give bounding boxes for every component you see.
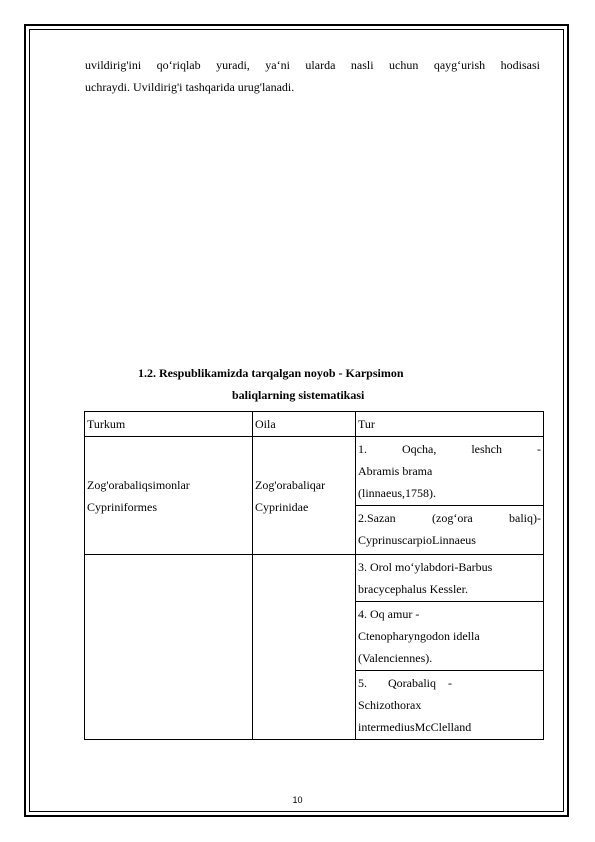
species-4-line-1: 4. Oq amur - (358, 607, 420, 621)
species-3-line-1: 3. Orol mo‘ylabdori-Barbus (358, 560, 493, 574)
species-5-line-1: 5. Qorabaliq - (358, 676, 452, 690)
species-cell-1 (356, 437, 544, 506)
species-1-line-2: Abramis brama (358, 464, 433, 478)
family-name: Zog'orabaliqar (255, 477, 326, 492)
empty-order-cell (85, 555, 253, 740)
family-latin: Cyprinidae (255, 499, 309, 514)
species-5-line-2: Schizothorax (358, 698, 422, 712)
intro-line-2: uchraydi. Uvildirig'i tashqarida urug'lanadi. (85, 80, 295, 94)
species-1-line-3: (linnaeus,1758). (358, 486, 436, 500)
empty-family-cell (253, 555, 356, 740)
intro-line-1: uvildirig'ini qo‘riqlab yuradi, ya‘ni ularda nasli uchun qayg‘urish hodisasi (85, 58, 540, 72)
species-cell-4 (356, 602, 544, 671)
species-1-line-1: 1. Oqcha, leshch - (358, 442, 541, 456)
order-name: Zog'orabaliqsimonlar (87, 477, 190, 492)
header-species: Tur (356, 412, 544, 437)
systematics-table (84, 411, 544, 740)
species-3-line-2: bracycephalus Kessler. (358, 582, 468, 596)
page-number: 10 (292, 795, 303, 805)
table-row (85, 437, 544, 506)
species-2-line-1: 2.Sazan (zog‘ora baliq)- (358, 511, 541, 525)
species-cell-3 (356, 555, 544, 602)
table-header-row (85, 412, 544, 437)
order-cell (85, 437, 253, 555)
section-title-line-2: baliqlarning sistematikasi (232, 388, 365, 402)
species-4-line-2: Ctenopharyngodon idella (358, 629, 480, 643)
species-4-line-3: (Valenciennes). (358, 651, 433, 665)
species-cell-5 (356, 671, 544, 740)
header-order: Turkum (85, 412, 253, 437)
table-row (85, 555, 544, 602)
species-2-line-2: CyprinuscarpioLinnaeus (358, 533, 476, 547)
header-family: Oila (253, 412, 356, 437)
species-5-line-3: intermediusMcClelland (358, 720, 472, 734)
family-cell (253, 437, 356, 555)
species-cell-2 (356, 506, 544, 555)
order-latin: Cypriniformes (87, 499, 157, 514)
section-title-line-1: 1.2. Respublikamizda tarqalgan noyob - Karpsimon (138, 366, 404, 380)
